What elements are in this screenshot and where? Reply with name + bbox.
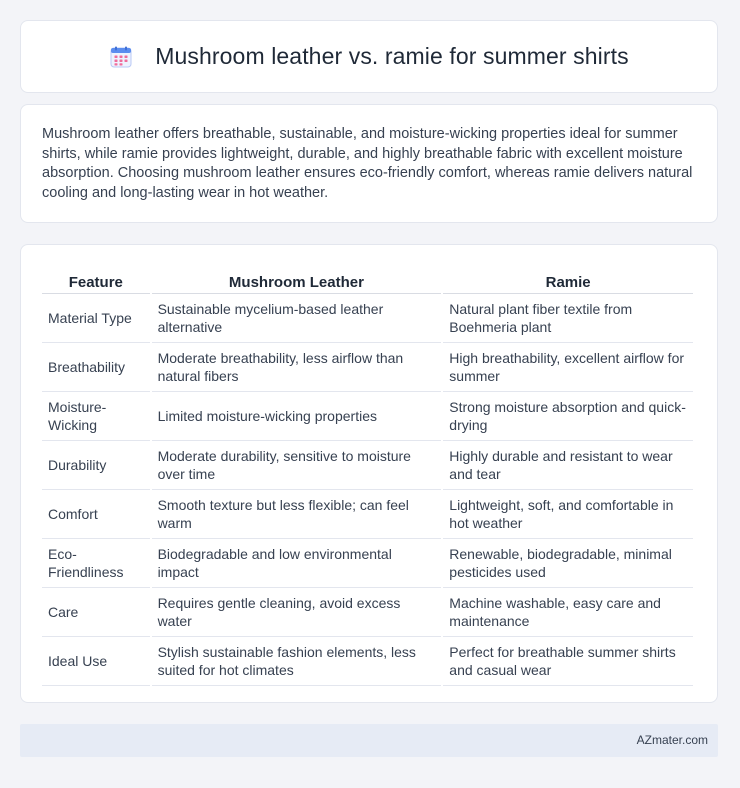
- table-row: [42, 441, 693, 490]
- table-header-row: [42, 265, 693, 294]
- summary-text: Mushroom leather offers breathable, sustainable, and moisture-wicking properties ideal for summer shirts, while ramie provides lightweight, durable, and highly breathable fabric with excellent moisture absorption. Choosing mushroom leather ensures eco-friendly comfort, whereas ramie delivers natural cooling and long-lasting wear in hot weather.: [42, 126, 693, 201]
- mushroom-leather-cell: Stylish sustainable fashion elements, less suited for hot climates: [152, 637, 442, 686]
- feature-cell: Durability: [42, 441, 150, 490]
- ramie-cell: Highly durable and resistant to wear and tear: [443, 441, 693, 490]
- calendar-icon: [109, 45, 133, 69]
- summary-card: [20, 104, 718, 223]
- table-row: [42, 539, 693, 588]
- mushroom-leather-cell: Smooth texture but less flexible; can feel warm: [152, 490, 442, 539]
- feature-cell: Comfort: [42, 490, 150, 539]
- mushroom-leather-cell: Limited moisture-wicking properties: [152, 392, 442, 441]
- ramie-cell: High breathability, excellent airflow for summer: [443, 343, 693, 392]
- ramie-cell: Perfect for breathable summer shirts and casual wear: [443, 637, 693, 686]
- ramie-cell: Lightweight, soft, and comfortable in hot weather: [443, 490, 693, 539]
- feature-cell: Ideal Use: [42, 637, 150, 686]
- mushroom-leather-cell: Sustainable mycelium-based leather alternative: [152, 294, 442, 343]
- footer-site-link[interactable]: AZmater.com: [636, 733, 708, 747]
- footer-bar: [20, 724, 718, 757]
- mushroom-leather-cell: Moderate breathability, less airflow than natural fibers: [152, 343, 442, 392]
- header-ramie: Ramie: [443, 265, 693, 294]
- feature-cell: Care: [42, 588, 150, 637]
- feature-cell: Eco-Friendliness: [42, 539, 150, 588]
- feature-cell: Moisture-Wicking: [42, 392, 150, 441]
- title-row: [109, 43, 628, 70]
- table-row: [42, 392, 693, 441]
- table-row: [42, 637, 693, 686]
- ramie-cell: Natural plant fiber textile from Boehmeria plant: [443, 294, 693, 343]
- mushroom-leather-cell: Biodegradable and low environmental impact: [152, 539, 442, 588]
- ramie-cell: Machine washable, easy care and maintenance: [443, 588, 693, 637]
- mushroom-leather-cell: Moderate durability, sensitive to moisture over time: [152, 441, 442, 490]
- comparison-table: [40, 265, 695, 686]
- feature-cell: Breathability: [42, 343, 150, 392]
- comparison-table-card: [20, 244, 718, 703]
- header-mushroom-leather: Mushroom Leather: [152, 265, 442, 294]
- mushroom-leather-cell: Requires gentle cleaning, avoid excess water: [152, 588, 442, 637]
- page-title: Mushroom leather vs. ramie for summer shirts: [155, 43, 629, 69]
- table-row: [42, 588, 693, 637]
- table-row: [42, 490, 693, 539]
- feature-cell: Material Type: [42, 294, 150, 343]
- ramie-cell: Strong moisture absorption and quick-drying: [443, 392, 693, 441]
- table-row: [42, 294, 693, 343]
- ramie-cell: Renewable, biodegradable, minimal pesticides used: [443, 539, 693, 588]
- table-row: [42, 343, 693, 392]
- title-card: [20, 20, 718, 93]
- header-feature: Feature: [42, 265, 150, 294]
